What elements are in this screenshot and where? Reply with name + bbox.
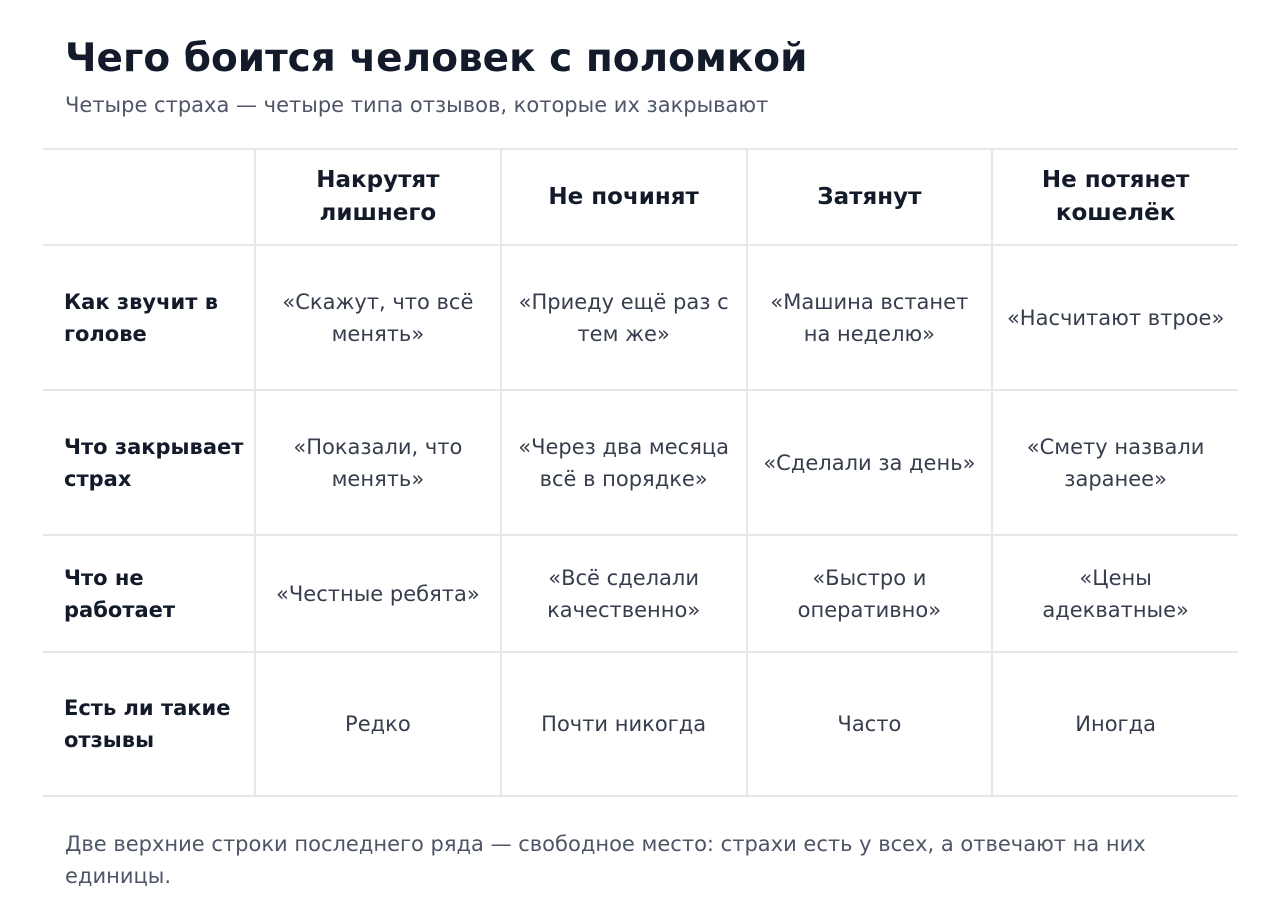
table-cell: Почти никогда xyxy=(501,652,747,796)
table-row xyxy=(43,652,1238,796)
row-header: Что закрывает страх xyxy=(43,390,255,535)
row-header: Есть ли такие отзывы xyxy=(43,652,255,796)
table-cell: Редко xyxy=(255,652,501,796)
footnote: Две верхние строки последнего ряда — свободное место: страхи есть у всех, а отвечают на них единицы. xyxy=(65,832,1146,888)
table-row xyxy=(43,535,1238,652)
table-cell: «Приеду ещё раз с тем же» xyxy=(501,245,747,390)
column-header-delay: Затянут xyxy=(747,149,993,245)
table-cell: «Насчитают втрое» xyxy=(992,245,1238,390)
header-row xyxy=(43,149,1238,245)
table-cell: «Смету назвали заранее» xyxy=(992,390,1238,535)
row-header: Что не работает xyxy=(43,535,255,652)
table-cell: «Честные ребята» xyxy=(255,535,501,652)
column-header-overcharge: Накрутят лишнего xyxy=(255,149,501,245)
table-cell: «Скажут, что всё менять» xyxy=(255,245,501,390)
table-cell: «Машина встанет на неделю» xyxy=(747,245,993,390)
table-cell: «Быстро и оперативно» xyxy=(747,535,993,652)
fears-table xyxy=(43,148,1238,797)
column-header-not-fixed: Не починят xyxy=(501,149,747,245)
table-cell: «Показали, что менять» xyxy=(255,390,501,535)
table-cell: Часто xyxy=(747,652,993,796)
page-title: Чего боится человек с поломкой xyxy=(65,36,808,81)
corner-cell xyxy=(43,149,255,245)
table-cell: «Сделали за день» xyxy=(747,390,993,535)
table-cell: «Всё сделали качественно» xyxy=(501,535,747,652)
row-header: Как звучит в голове xyxy=(43,245,255,390)
column-header-cost: Не потянет кошелёк xyxy=(992,149,1238,245)
table-row xyxy=(43,390,1238,535)
page-subtitle: Четыре страха — четыре типа отзывов, которые их закрывают xyxy=(65,93,769,117)
table-cell: «Через два месяца всё в порядке» xyxy=(501,390,747,535)
table-row xyxy=(43,245,1238,390)
table-cell: «Цены адекватные» xyxy=(992,535,1238,652)
table-cell: Иногда xyxy=(992,652,1238,796)
